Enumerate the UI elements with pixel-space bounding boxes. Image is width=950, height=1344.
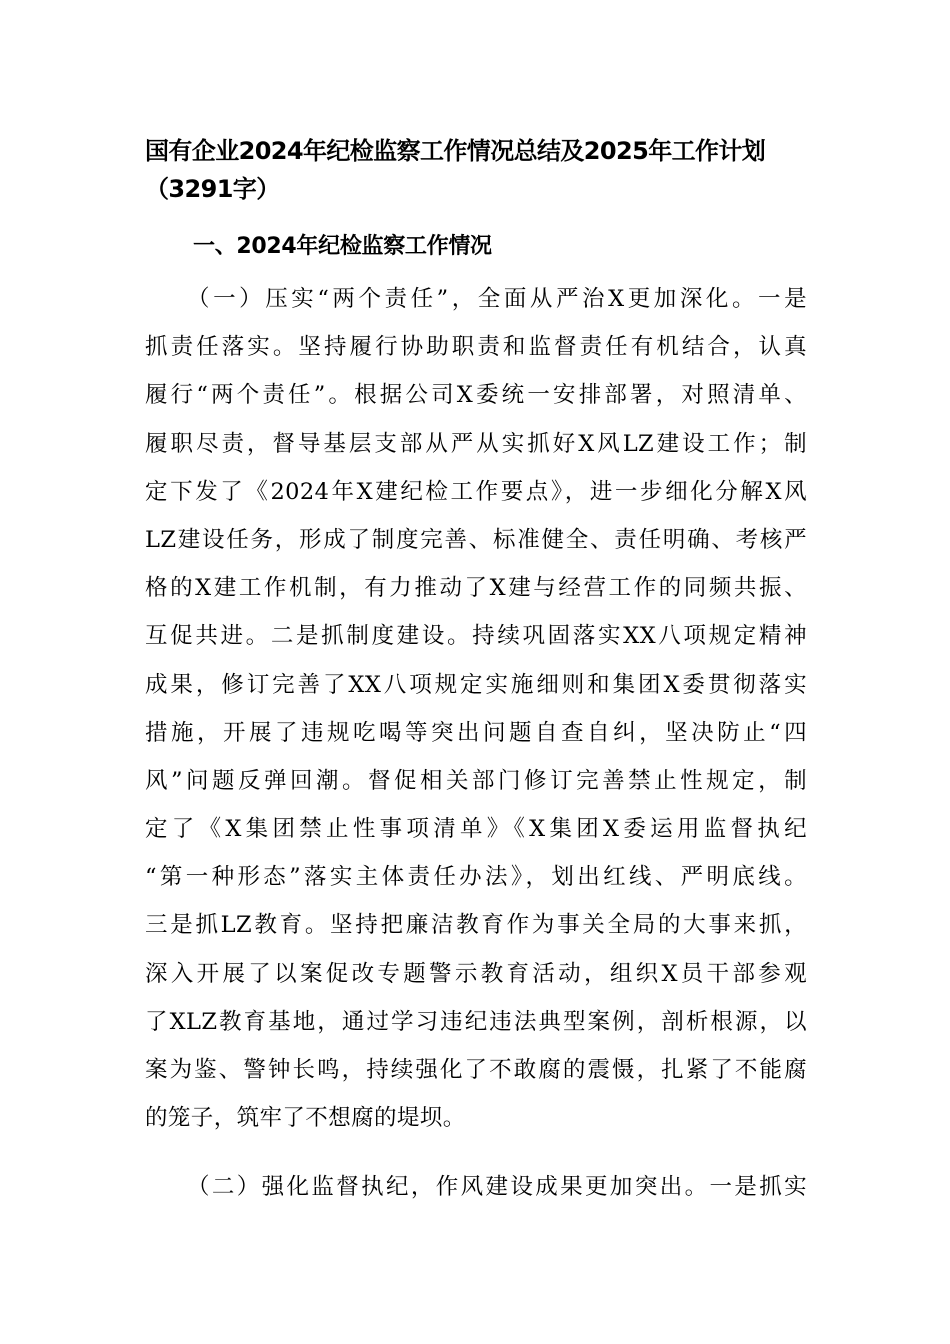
document-title-line: 国有企业2024年纪检监察工作情况总结及2025年工作计划 — [145, 137, 766, 165]
paragraph-line: 互促共进。二是抓制度建设。持续巩固落实XX八项规定精神 — [145, 623, 807, 650]
paragraph-line: 风”问题反弹回潮。督促相关部门修订完善禁止性规定，制 — [145, 767, 807, 794]
paragraph-line: 履职尽责，督导基层支部从严从实抓好X风LZ建设工作；制 — [145, 430, 807, 457]
paragraph-line: （二）强化监督执纪，作风建设成果更加突出。一是抓实 — [187, 1174, 807, 1200]
section-heading: 一、2024年纪检监察工作情况 — [193, 234, 492, 259]
paragraph-line: 定下发了《2024年X建纪检工作要点》，进一步细化分解X风 — [145, 478, 807, 505]
paragraph-line: 格的X建工作机制，有力推动了X建与经营工作的同频共振、 — [145, 575, 807, 602]
document-title-wordcount: （3291字） — [145, 175, 280, 203]
paragraph-line: 成果，修订完善了XX八项规定实施细则和集团X委贯彻落实 — [145, 671, 807, 698]
paragraph-line: 的笼子，筑牢了不想腐的堤坝。 — [145, 1105, 466, 1132]
paragraph-line: 案为鉴、警钟长鸣，持续强化了不敢腐的震慑，扎紧了不能腐 — [145, 1057, 807, 1083]
paragraph-line: 定了《X集团禁止性事项清单》《X集团X委运用监督执纪 — [145, 816, 807, 843]
paragraph-line: 抓责任落实。坚持履行协助职责和监督责任有机结合，认真 — [145, 334, 807, 361]
paragraph-line: “第一种形态”落实主体责任办法》，划出红线、严明底线。 — [145, 864, 807, 891]
document-title — [145, 132, 807, 208]
paragraph-line: LZ建设任务，形成了制度完善、标准健全、责任明确、考核严 — [145, 526, 807, 553]
paragraph-supervision — [145, 1163, 807, 1211]
paragraph-line: 三是抓LZ教育。坚持把廉洁教育作为事关全局的大事来抓， — [145, 912, 807, 939]
paragraph-line: 深入开展了以案促改专题警示教育活动，组织X员干部参观 — [145, 960, 807, 987]
paragraph-line: 履行“两个责任”。根据公司X委统一安排部署，对照清单、 — [145, 382, 807, 409]
paragraph-line: （一）压实“两个责任”，全面从严治X更加深化。一是 — [187, 286, 807, 312]
paragraph-line: 了XLZ教育基地，通过学习违纪违法典型案例，剖析根源，以 — [145, 1008, 807, 1035]
paragraph-responsibilities — [145, 275, 807, 1142]
paragraph-line: 措施，开展了违规吃喝等突出问题自查自纠，坚决防止“四 — [145, 719, 807, 746]
